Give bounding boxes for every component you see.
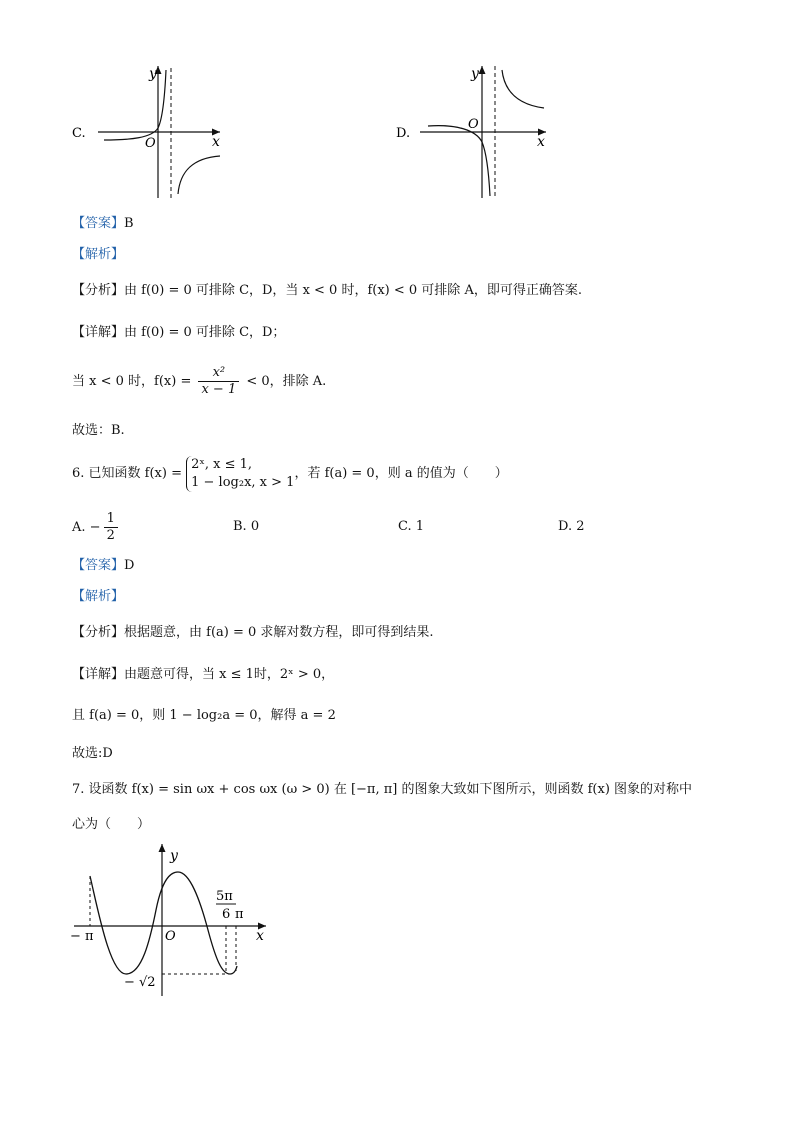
- fenxi-text: 由 f(0) = 0 可排除 C，D，当 x < 0 时，f(x) < 0 可排除 A，即可得正确答案.: [124, 283, 582, 298]
- q6-option-c: C. 1: [398, 519, 425, 534]
- q6-fenxi: [72, 623, 434, 643]
- q5-xiangjie: [72, 323, 285, 343]
- answer-value: B: [124, 216, 134, 231]
- analysis-tag: 【解析】: [72, 589, 125, 604]
- origin-label: O: [165, 929, 176, 944]
- answer-value: D: [124, 558, 135, 573]
- y-arrow-icon: [159, 844, 166, 852]
- y-axis-label: y: [471, 66, 479, 82]
- q6-option-b: B. 0: [233, 519, 260, 534]
- option-a-label: A.: [72, 520, 86, 535]
- q7-stem-line1: 7. 设函数 f(x) = sin ωx + cos ωx (ω > 0) 在 [−π, π] 的图象大致如下图所示，则函数 f(x) 图象的对称中: [72, 782, 693, 797]
- pi-label: π: [235, 907, 244, 922]
- q5-answer: [72, 214, 134, 234]
- xiangjie-text: 由题意可得，当 x ≤ 1时，2ˣ > 0，: [124, 667, 335, 682]
- neg-root2-label: − √2: [124, 975, 156, 990]
- x-axis-label: x: [537, 134, 545, 150]
- option-a-fraction: [104, 511, 118, 544]
- q5-fenxi: [72, 281, 582, 301]
- q6-stem: [72, 454, 508, 494]
- six-denominator: 6: [222, 907, 231, 922]
- option-d-graph: [394, 62, 554, 202]
- y-axis-label: y: [149, 66, 157, 82]
- y-axis-label: y: [170, 848, 178, 864]
- q6-choose: 故选:D: [72, 746, 113, 761]
- curve-right: [502, 70, 544, 108]
- answer-tag: 【答案】: [72, 558, 125, 573]
- curve-right: [178, 156, 220, 194]
- option-c-graph: [70, 62, 230, 202]
- q6-option-a: [72, 510, 121, 546]
- origin-label: O: [468, 117, 479, 132]
- q7-stem-line2: 心为（ ）: [72, 817, 151, 832]
- fenxi-tag: 【分析】: [72, 283, 125, 298]
- curve-left: [428, 126, 490, 196]
- q6-xiangjie: [72, 665, 334, 685]
- xiangjie-text: 由 f(0) = 0 可排除 C，D；: [124, 325, 286, 340]
- q6-analysis-heading: [72, 587, 124, 607]
- q6-option-d: D. 2: [558, 519, 585, 534]
- fraction: [198, 365, 239, 398]
- q5-detail-line2: [72, 362, 326, 402]
- q5-choose: 故选：B.: [72, 423, 125, 438]
- sine-curve: [90, 872, 237, 974]
- x-axis-label: x: [256, 928, 264, 944]
- option-c-label: C.: [72, 126, 86, 141]
- option-d-label: D.: [396, 126, 411, 141]
- option-a-numerator: 1: [104, 511, 118, 528]
- five-pi-numerator: 5π: [216, 889, 233, 904]
- neg-pi-label: − π: [70, 929, 94, 944]
- q6-stem-suffix: ，若 f(a) = 0，则 a 的值为（ ）: [294, 466, 508, 481]
- line2-prefix: 当 x < 0 时，f(x) =: [72, 374, 196, 389]
- analysis-tag: 【解析】: [72, 247, 125, 262]
- option-a-sign: −: [89, 520, 101, 535]
- q6-answer: [72, 556, 134, 576]
- xiangjie-tag: 【详解】: [72, 667, 125, 682]
- piecewise-brace: [186, 456, 294, 492]
- x-axis-label: x: [212, 134, 220, 150]
- fenxi-tag: 【分析】: [72, 625, 125, 640]
- case-2: 1 − log₂x, x > 1: [191, 474, 295, 490]
- q7-sine-graph: [70, 840, 280, 1000]
- q6-stem-prefix: 6. 已知函数 f(x) =: [72, 466, 182, 481]
- origin-label: O: [145, 136, 156, 151]
- q5-analysis-heading: [72, 245, 124, 265]
- y-arrow-icon: [479, 66, 486, 74]
- option-a-denominator: 2: [106, 528, 115, 543]
- line2-suffix: < 0，排除 A.: [242, 374, 327, 389]
- fenxi-text: 根据题意，由 f(a) = 0 求解对数方程，即可得到结果.: [124, 625, 434, 640]
- fraction-denominator: x − 1: [201, 382, 237, 397]
- case-1: 2ˣ, x ≤ 1,: [191, 456, 253, 472]
- answer-tag: 【答案】: [72, 216, 125, 231]
- q6-detail-line2: 且 f(a) = 0，则 1 − log₂a = 0，解得 a = 2: [72, 708, 336, 723]
- fraction-numerator: x²: [198, 365, 239, 382]
- xiangjie-tag: 【详解】: [72, 325, 125, 340]
